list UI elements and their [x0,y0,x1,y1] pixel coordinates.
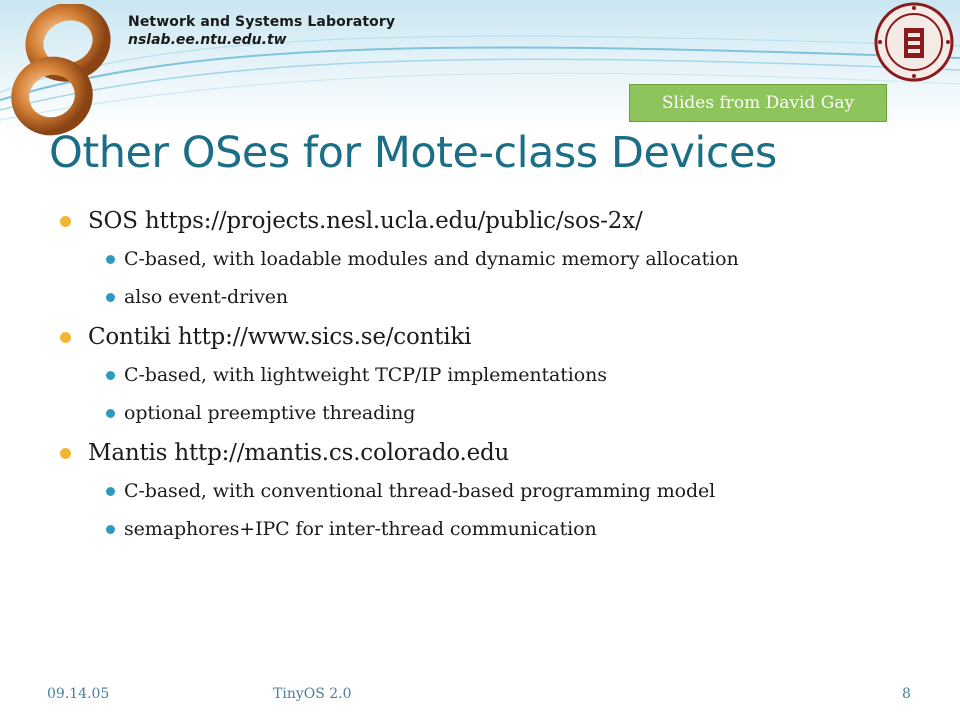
sub-bullet [60,245,920,274]
sub-bullet [60,477,920,506]
page-number: 8 [902,686,911,702]
sub-bullets-contiki [60,361,920,428]
bullet-sos [60,206,920,236]
sub-bullet-dot-icon [106,293,115,302]
sub-bullet-text: optional preemptive threading [124,402,416,424]
lab-name: Network and Systems Laboratory [128,14,396,30]
university-seal-icon [874,2,954,82]
sub-bullet-text: semaphores+IPC for inter-thread communication [124,518,597,540]
sub-bullet-text: also event-driven [124,286,288,308]
sub-bullet-text: C-based, with conventional thread-based programming model [124,480,716,502]
lab-logo-icon [8,4,118,136]
sub-bullet-text: C-based, with loadable modules and dynamic memory allocation [124,248,739,270]
bullet-dot-icon [60,332,71,343]
slide-title: Other OSes for Mote-class Devices [49,128,777,178]
sub-bullets-sos [60,245,920,312]
lab-url: nslab.ee.ntu.edu.tw [128,32,287,48]
bullet-mantis [60,438,920,468]
bullet-text: SOS https://projects.nesl.ucla.edu/public/sos-2x/ [88,208,643,234]
footer-date: 09.14.05 [47,686,110,702]
bullet-text: Contiki http://www.sics.se/contiki [88,324,472,350]
sub-bullet [60,361,920,390]
sub-bullet-dot-icon [106,525,115,534]
sub-bullets-mantis [60,477,920,544]
sub-bullet-text: C-based, with lightweight TCP/IP implementations [124,364,607,386]
bullet-dot-icon [60,216,71,227]
sub-bullet-dot-icon [106,255,115,264]
bullet-contiki [60,322,920,352]
slide-content [60,206,920,544]
bullet-dot-icon [60,448,71,459]
footer-title: TinyOS 2.0 [273,686,352,702]
credit-badge: Slides from David Gay [629,84,887,122]
sub-bullet [60,399,920,428]
sub-bullet-dot-icon [106,371,115,380]
bullet-text: Mantis http://mantis.cs.colorado.edu [88,440,510,466]
sub-bullet-dot-icon [106,409,115,418]
sub-bullet [60,515,920,544]
sub-bullet-dot-icon [106,487,115,496]
sub-bullet [60,283,920,312]
